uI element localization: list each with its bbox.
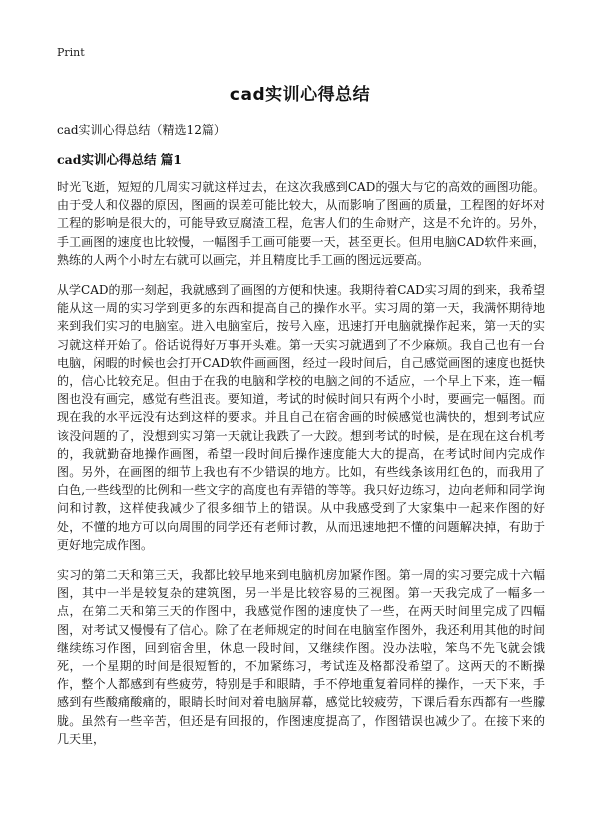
document-subtitle: cad实训心得总结（精选12篇） (57, 123, 226, 137)
paragraph-1: 时光飞逝，短短的几周实习就这样过去，在这次我感到CAD的强大与它的高效的画图功能。由于受人和仪器的原因，图画的误差可能比较大，从而影响了图画的质量，工程图的好坏对工程的影响是很大的，可能导致豆腐渣工程，危害人们的生命财产，这是不允许的。另外，手工画图的速度也比较慢，一幅图手工画可能要一天，甚至更长。但用电脑CAD软件来画，熟练的人两个小时左右就可以画完，并且精度比手工画的图远远要高。 (57, 180, 545, 267)
article-body (57, 178, 545, 760)
paragraph-3: 实习的第二天和第三天，我都比较早地来到电脑机房加紧作图。第一周的实习要完成十六幅图，其中一半是较复杂的建筑图，另一半是比较容易的三视图。第一天我完成了一幅多一点，在第二天和第三天的作图中，我感觉作图的速度快了一些，在两天时间里完成了四幅图，对考试又慢慢有了信心。除了在老师规定的时间在电脑室作图外，我还利用其他的时间继续练习作图，回到宿舍里，休息一段时间，又继续作图。没办法啦，笨鸟不先飞就会饿死，一个星期的时间是很短暂的，不加紧练习，考试连及格都没希望了。这两天的不断操作，整个人都感到有些疲劳，特别是手和眼睛，手不停地重复着同样的操作，一天下来，手感到有些酸痛酸痛的，眼睛长时间对着电脑屏幕，感觉比较疲劳，下课后看东西都有一些朦胧。虽然有一些辛苦，但还是有回报的，作图速度提高了，作图错误也减少了。在接下来的几天里， (57, 568, 545, 746)
section-heading: cad实训心得总结 篇1 (57, 152, 183, 167)
print-label[interactable]: Print (57, 46, 85, 59)
document-title: cad实训心得总结 (229, 85, 371, 105)
paragraph-2: 从学CAD的那一刻起，我就感到了画图的方便和快速。我期待着CAD实习周的到来，我希望能从这一周的实习学到更多的东西和提高自己的操作水平。实习周的第一天，我满怀期待地来到我们实习的电脑室。进入电脑室后，按号入座，迅速打开电脑就操作起来，第一天的实习就这样开始了。俗话说得好万事开头难。第一天实习就遇到了不少麻烦。我自己也有一台电脑，闲暇的时候也会打开CAD软件画画图，经过一段时间后，自己感觉画图的速度也挺快的，信心比较充足。但由于在我的电脑和学校的电脑之间的不适应，一个早上下来，连一幅图也没有画完，感觉有些沮丧。要知道，考试的时候时间只有两个小时，要画完一幅图。而现在我的水平远没有达到这样的要求。并且自己在宿舍画的时候感觉也满快的，想到考试应该没问题的了，没想到实习第一天就让我跌了一大跤。想到考试的时候，是在现在这台机考的，我就勤奋地操作画图，希望一段时间后操作速度能大大的提高，在考试时间内完成作图。另外，在画图的细节上我也有不少错误的地方。比如，有些线条该用红色的，而我用了白色,一些线型的比例和一些文字的高度也有弄错的等等。我只好边练习，边向老师和同学询问和讨教，这样使我减少了很多细节上的错误。从中我感受到了大家集中一起来作图的好处，不懂的地方可以向周围的同学还有老师讨教，从而迅速地把不懂的问题解决掉，有助于更好地完成作图。 (57, 283, 545, 552)
